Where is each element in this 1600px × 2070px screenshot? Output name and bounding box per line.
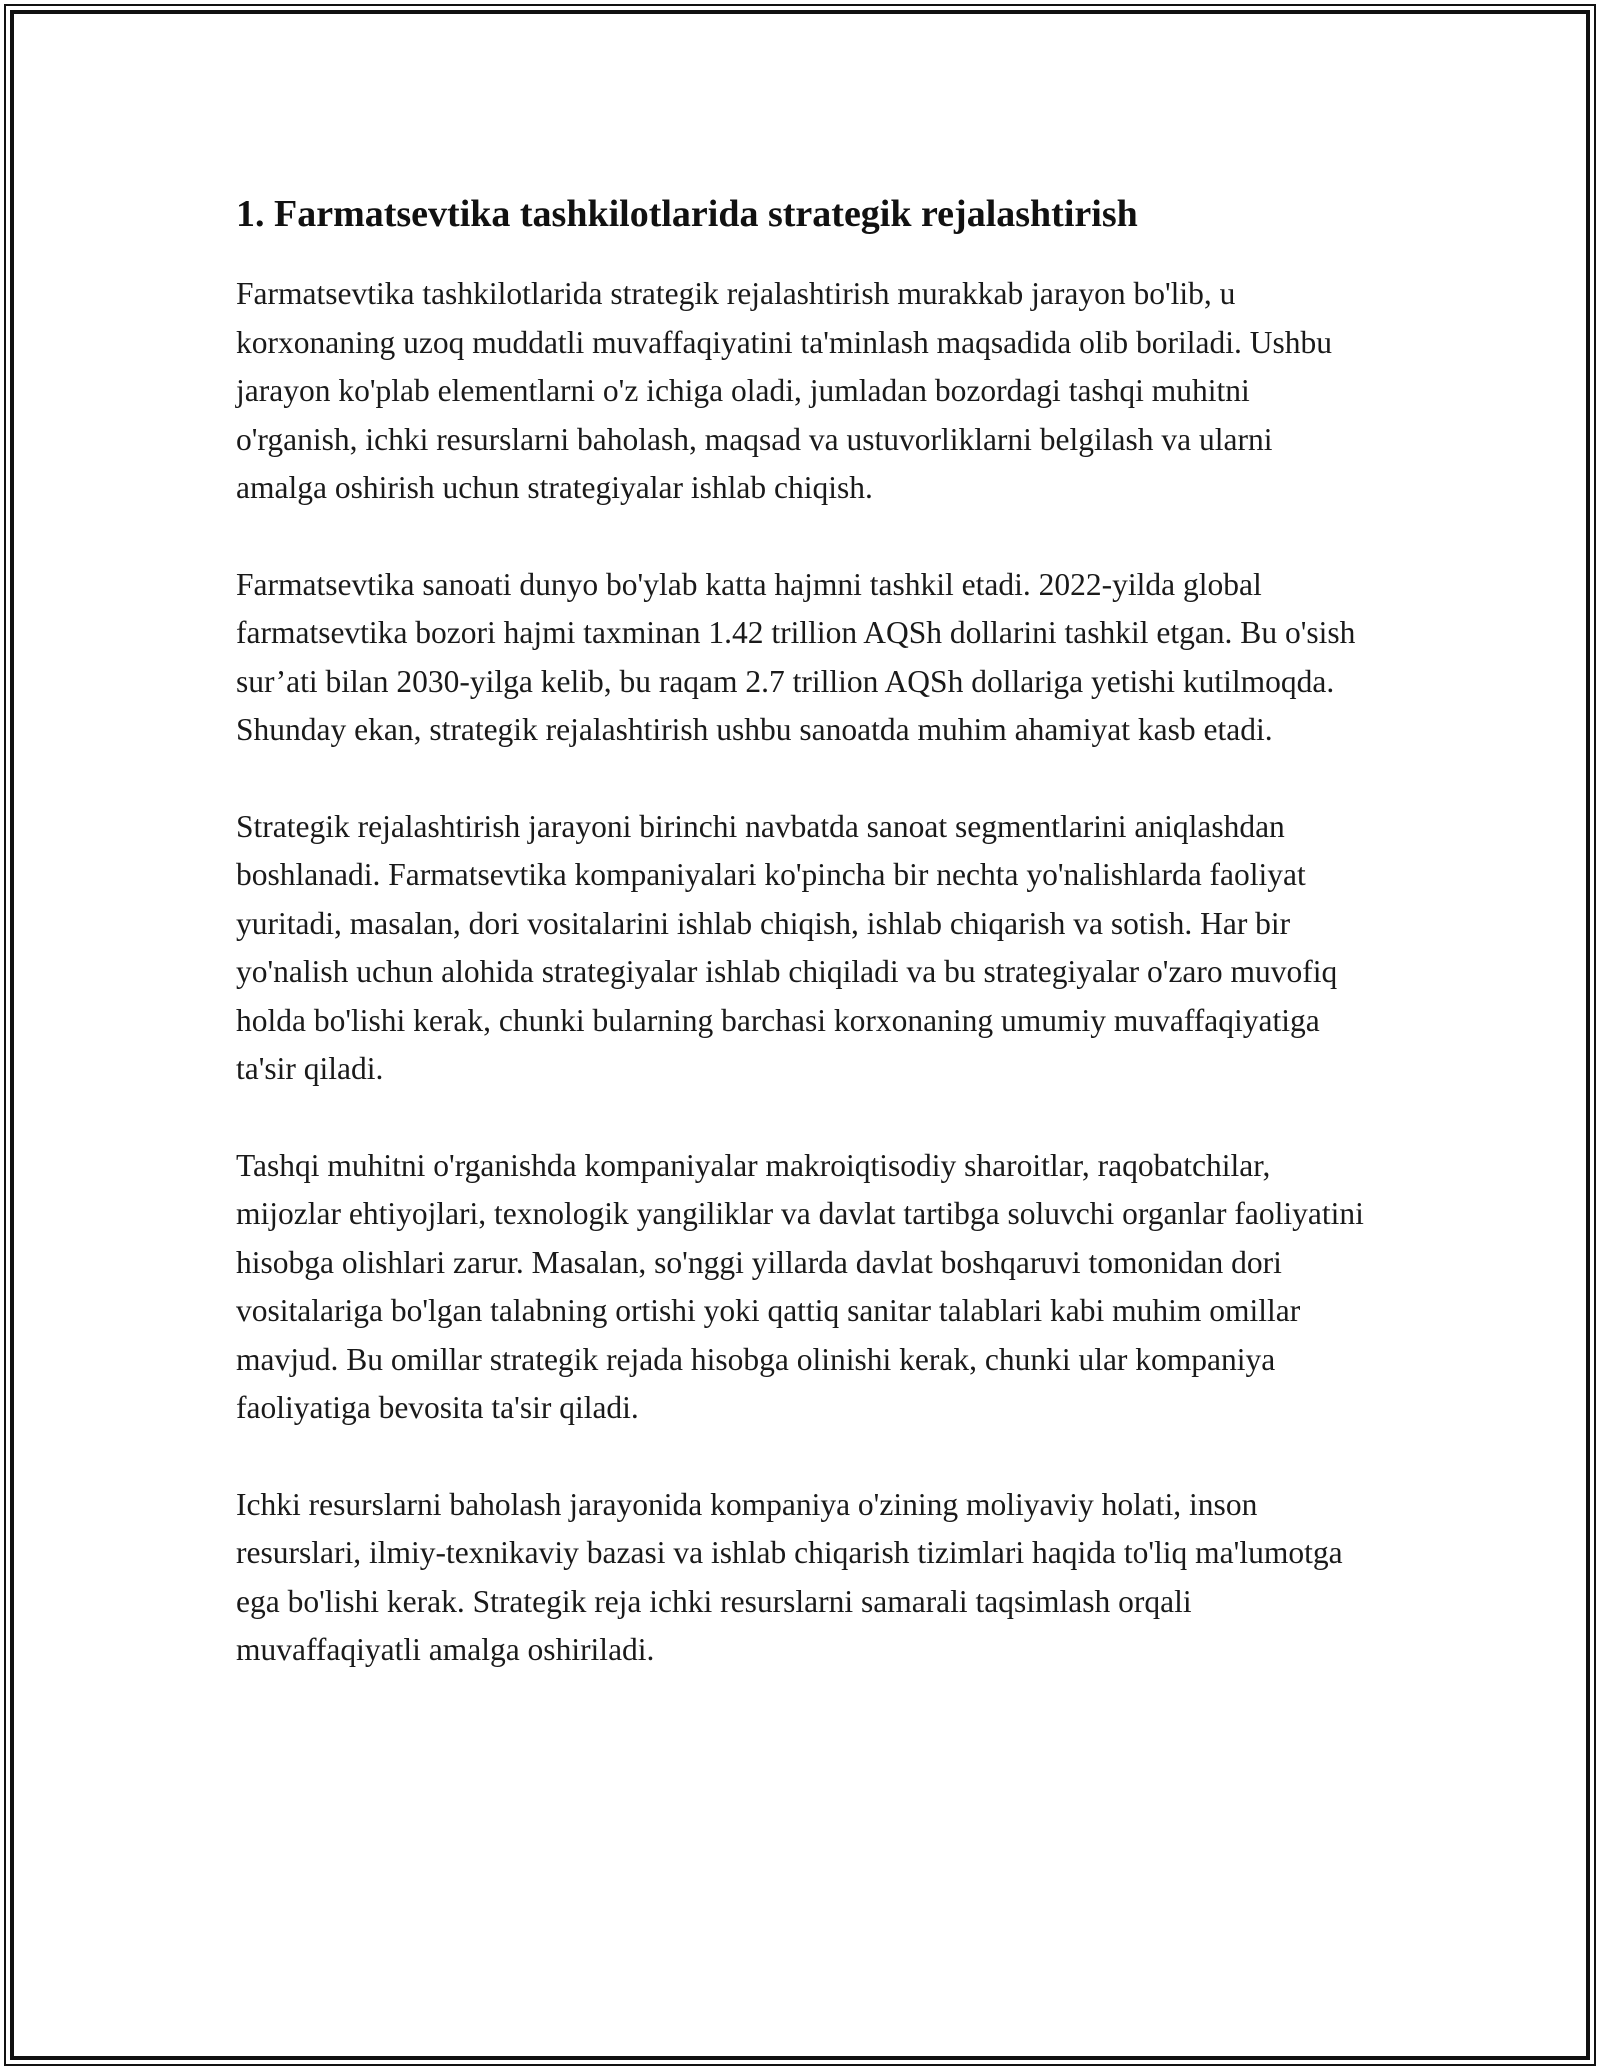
paragraph-2: Farmatsevtika sanoati dunyo bo'ylab katta hajmni tashkil etadi. 2022-yilda global farmatsevtika bozori hajmi taxminan 1.42 trillion AQSh dollarini tashkil etgan. Bu o'sish sur’ati bilan 2030-yilga kelib, bu raqam 2.7 trillion AQSh dollariga yetishi kutilmoqda. Shunday ekan, strategik rejalashtirish ushbu sanoatda muhim ahamiyat kasb etadi.	[236, 566, 1356, 747]
paragraph-5: Ichki resurslarni baholash jarayonida kompaniya o'zining moliyaviy holati, inson resurslari, ilmiy-texnikaviy bazasi va ishlab chiqarish tizimlari haqida to'liq ma'lumotga ega bo'lishi kerak. Strategik reja ichki resurslarni samarali taqsimlash orqali muvaffaqiyatli amalga oshiriladi.	[236, 1486, 1343, 1667]
paragraph-3: Strategik rejalashtirish jarayoni birinchi navbatda sanoat segmentlarini aniqlashdan boshlanadi. Farmatsevtika kompaniyalari ko'pincha bir nechta yo'nalishlarda faoliyat yuritadi, masalan, dori vositalarini ishlab chiqish, ishlab chiqarish va sotish. Har bir yo'nalish uchun alohida strategiyalar ishlab chiqiladi va bu strategiyalar o'zaro muvofiq holda bo'lishi kerak, chunki bularning barchasi korxonaning umumiy muvaffaqiyatiga ta'sir qiladi.	[236, 808, 1338, 1086]
paragraph-1: Farmatsevtika tashkilotlarida strategik rejalashtirish murakkab jarayon bo'lib, u korxonaning uzoq muddatli muvaffaqiyatini ta'minlash maqsadida olib boriladi. Ushbu jarayon ko'plab elementlarni o'z ichiga oladi, jumladan bozordagi tashqi muhitni o'rganish, ichki resurslarni baholash, maqsad va ustuvorliklarni belgilash va ularni amalga oshirish uchun strategiyalar ishlab chiqish.	[236, 276, 1333, 505]
document-body	[236, 186, 1366, 1723]
paragraph-4: Tashqi muhitni o'rganishda kompaniyalar makroiqtisodiy sharoitlar, raqobatchilar, mijozlar ehtiyojlari, texnologik yangiliklar va davlat tartibga soluvchi organlar faoliyatini hisobga olishlari zarur. Masalan, so'nggi yillarda davlat boshqaruvi tomonidan dori vositalariga bo'lgan talabning ortishi yoki qattiq sanitar talablari kabi muhim omillar mavjud. Bu omillar strategik rejada hisobga olinishi kerak, chunki ular kompaniya faoliyatiga bevosita ta'sir qiladi.	[236, 1147, 1364, 1425]
section-heading: 1. Farmatsevtika tashkilotlarida strategik rejalashtirish	[236, 193, 1138, 235]
